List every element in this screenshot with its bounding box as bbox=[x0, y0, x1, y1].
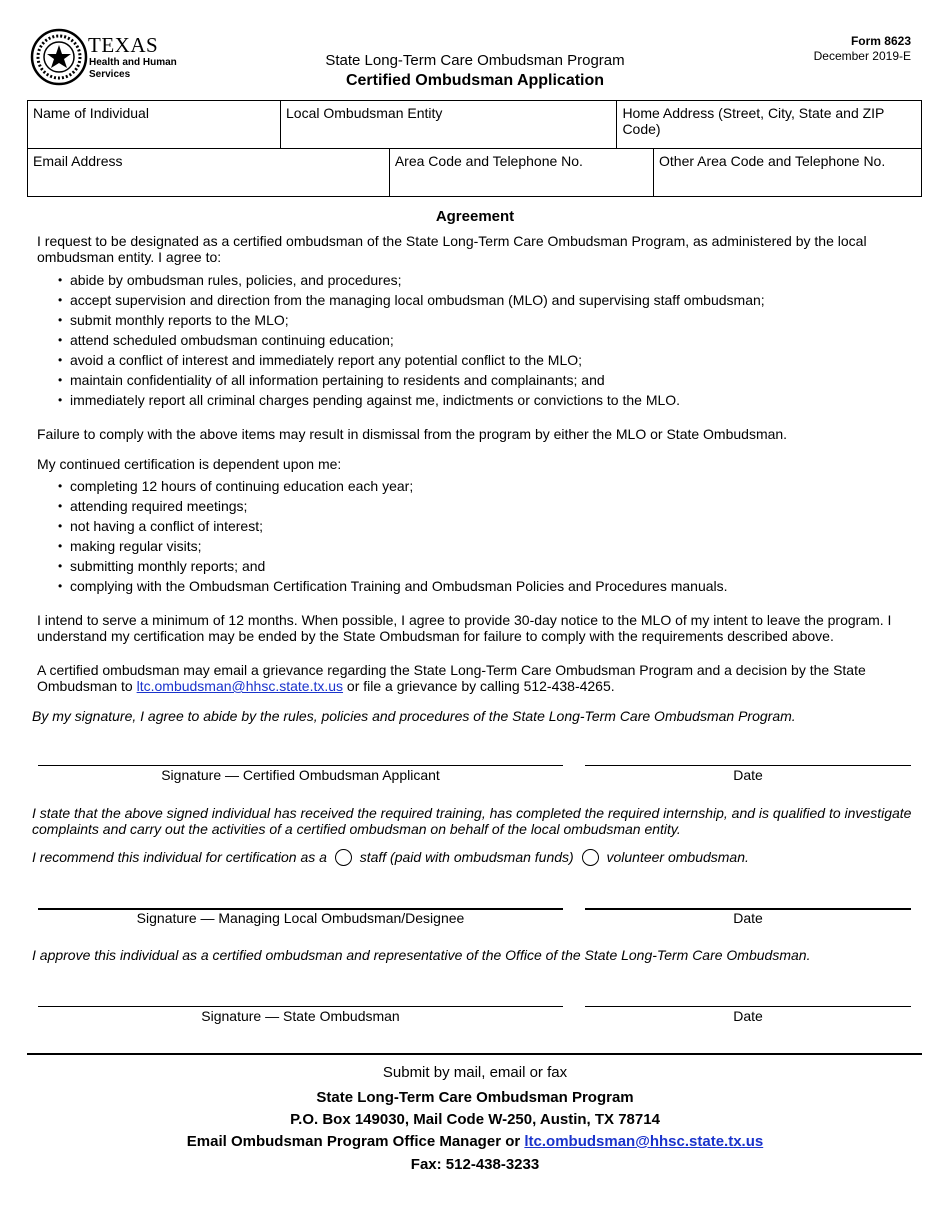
list-item: • abide by ombudsman rules, policies, and procedures; bbox=[58, 270, 765, 290]
agreement-heading: Agreement bbox=[435, 208, 515, 225]
training-statement: I state that the above signed individual has received the required training, has completed the required internship, and is qualified to investigate complaints and carry out the activities of a certified ombudsman on behalf of the local ombudsman entity. bbox=[32, 805, 912, 837]
list-item: • accept supervision and direction from the managing local ombudsman (MLO) and supervising staff ombudsman; bbox=[58, 290, 765, 310]
recommend-text: I recommend this individual for certification as a staff (paid with ombudsman funds) volunteer ombudsman. bbox=[32, 849, 749, 865]
failure-text: Failure to comply with the above items may result in dismissal from the program by either the MLO or State Ombudsman. bbox=[37, 426, 788, 442]
other-phone-field[interactable] bbox=[654, 149, 922, 197]
state-signature-label: Signature — State Ombudsman bbox=[201, 1008, 400, 1024]
footer-divider bbox=[27, 1053, 922, 1055]
footer-fax: Fax: 512-438-3233 bbox=[410, 1156, 540, 1173]
staff-radio[interactable] bbox=[335, 849, 352, 866]
mlo-signature-label: Signature — Managing Local Ombudsman/Designee bbox=[136, 910, 465, 926]
logo-wordmark: TEXAS bbox=[88, 33, 159, 57]
list-item: • avoid a conflict of interest and immediately report any potential conflict to the MLO; bbox=[58, 350, 765, 370]
continued-text: My continued certification is dependent upon me: bbox=[37, 456, 342, 472]
list-item: • immediately report all criminal charges pending against me, indictments or convictions to the MLO. bbox=[58, 390, 765, 410]
list-item: • attend scheduled ombudsman continuing education; bbox=[58, 330, 765, 350]
mlo-date-label: Date bbox=[733, 910, 763, 926]
local-entity-label: Local Ombudsman Entity bbox=[286, 105, 443, 121]
phone-field[interactable] bbox=[389, 149, 653, 197]
list-item: • complying with the Ombudsman Certification Training and Ombudsman Policies and Procedures manuals. bbox=[58, 576, 728, 596]
footer-program: State Long-Term Care Ombudsman Program bbox=[316, 1089, 634, 1106]
applicant-signature-label: Signature — Certified Ombudsman Applicant bbox=[161, 767, 440, 783]
grievance-email-link[interactable]: ltc.ombudsman@hhsc.state.tx.us bbox=[136, 678, 344, 694]
name-field[interactable] bbox=[28, 101, 281, 149]
email-label: Email Address bbox=[33, 153, 123, 169]
footer-address: P.O. Box 149030, Mail Code W-250, Austin, TX 78714 bbox=[290, 1111, 660, 1128]
logo-subtitle: Health and Human Services bbox=[89, 57, 177, 80]
list-item: • making regular visits; bbox=[58, 536, 728, 556]
state-signature-line[interactable] bbox=[38, 1006, 563, 1007]
approve-text: I approve this individual as a certified ombudsman and representative of the Office of the State Long-Term Care Ombudsman. bbox=[32, 947, 811, 963]
form-date: December 2019-E bbox=[813, 49, 911, 63]
other-phone-label: Other Area Code and Telephone No. bbox=[659, 153, 886, 169]
footer-email-link[interactable]: ltc.ombudsman@hhsc.state.tx.us bbox=[524, 1133, 764, 1150]
submit-text: Submit by mail, email or fax bbox=[382, 1064, 568, 1081]
applicant-fields bbox=[27, 100, 922, 197]
applicant-date-label: Date bbox=[733, 767, 763, 783]
home-address-label: Home Address (Street, City, State and ZIP Code) bbox=[622, 105, 885, 137]
list-item: • not having a conflict of interest; bbox=[58, 516, 728, 536]
agree-list bbox=[58, 270, 765, 410]
volunteer-radio[interactable] bbox=[582, 849, 599, 866]
page-title: Certified Ombudsman Application bbox=[345, 72, 605, 89]
agreement-intro: I request to be designated as a certified ombudsman of the State Long-Term Care Ombudsman Program, as administered by the local ombudsman entity. I agree to: bbox=[37, 233, 867, 265]
intend-text: I intend to serve a minimum of 12 months. When possible, I agree to provide 30-day notice to the MLO of my intent to leave the program. I understand my certification may be ended by the State Ombudsman for failure to comply with the requirements described above. bbox=[37, 612, 892, 644]
local-entity-field[interactable] bbox=[281, 101, 617, 149]
home-address-field[interactable] bbox=[617, 101, 922, 149]
applicant-signature-line[interactable] bbox=[38, 765, 563, 766]
applicant-date-line[interactable] bbox=[585, 765, 911, 766]
grievance-text: A certified ombudsman may email a grievance regarding the State Long-Term Care Ombudsman Program and a decision by the State Ombudsman to ltc.ombudsman@hhsc.state.tx.us or file a grievance by calling 512-438-4265. bbox=[37, 662, 866, 694]
phone-label: Area Code and Telephone No. bbox=[394, 153, 583, 169]
email-field[interactable] bbox=[28, 149, 390, 197]
state-date-line[interactable] bbox=[585, 1006, 911, 1007]
form-number: Form 8623 bbox=[850, 34, 911, 48]
program-name: State Long-Term Care Ombudsman Program bbox=[325, 52, 625, 69]
continued-list bbox=[58, 476, 728, 596]
list-item: • submitting monthly reports; and bbox=[58, 556, 728, 576]
list-item: • maintain confidentiality of all information pertaining to residents and complainants; and bbox=[58, 370, 765, 390]
footer-email-line: Email Ombudsman Program Office Manager or ltc.ombudsman@hhsc.state.tx.us bbox=[186, 1133, 764, 1150]
by-signature-text: By my signature, I agree to abide by the rules, policies and procedures of the State Long-Term Care Ombudsman Program. bbox=[32, 708, 796, 724]
list-item: • submit monthly reports to the MLO; bbox=[58, 310, 765, 330]
state-date-label: Date bbox=[733, 1008, 763, 1024]
name-label: Name of Individual bbox=[33, 105, 149, 121]
list-item: • attending required meetings; bbox=[58, 496, 728, 516]
list-item: • completing 12 hours of continuing education each year; bbox=[58, 476, 728, 496]
